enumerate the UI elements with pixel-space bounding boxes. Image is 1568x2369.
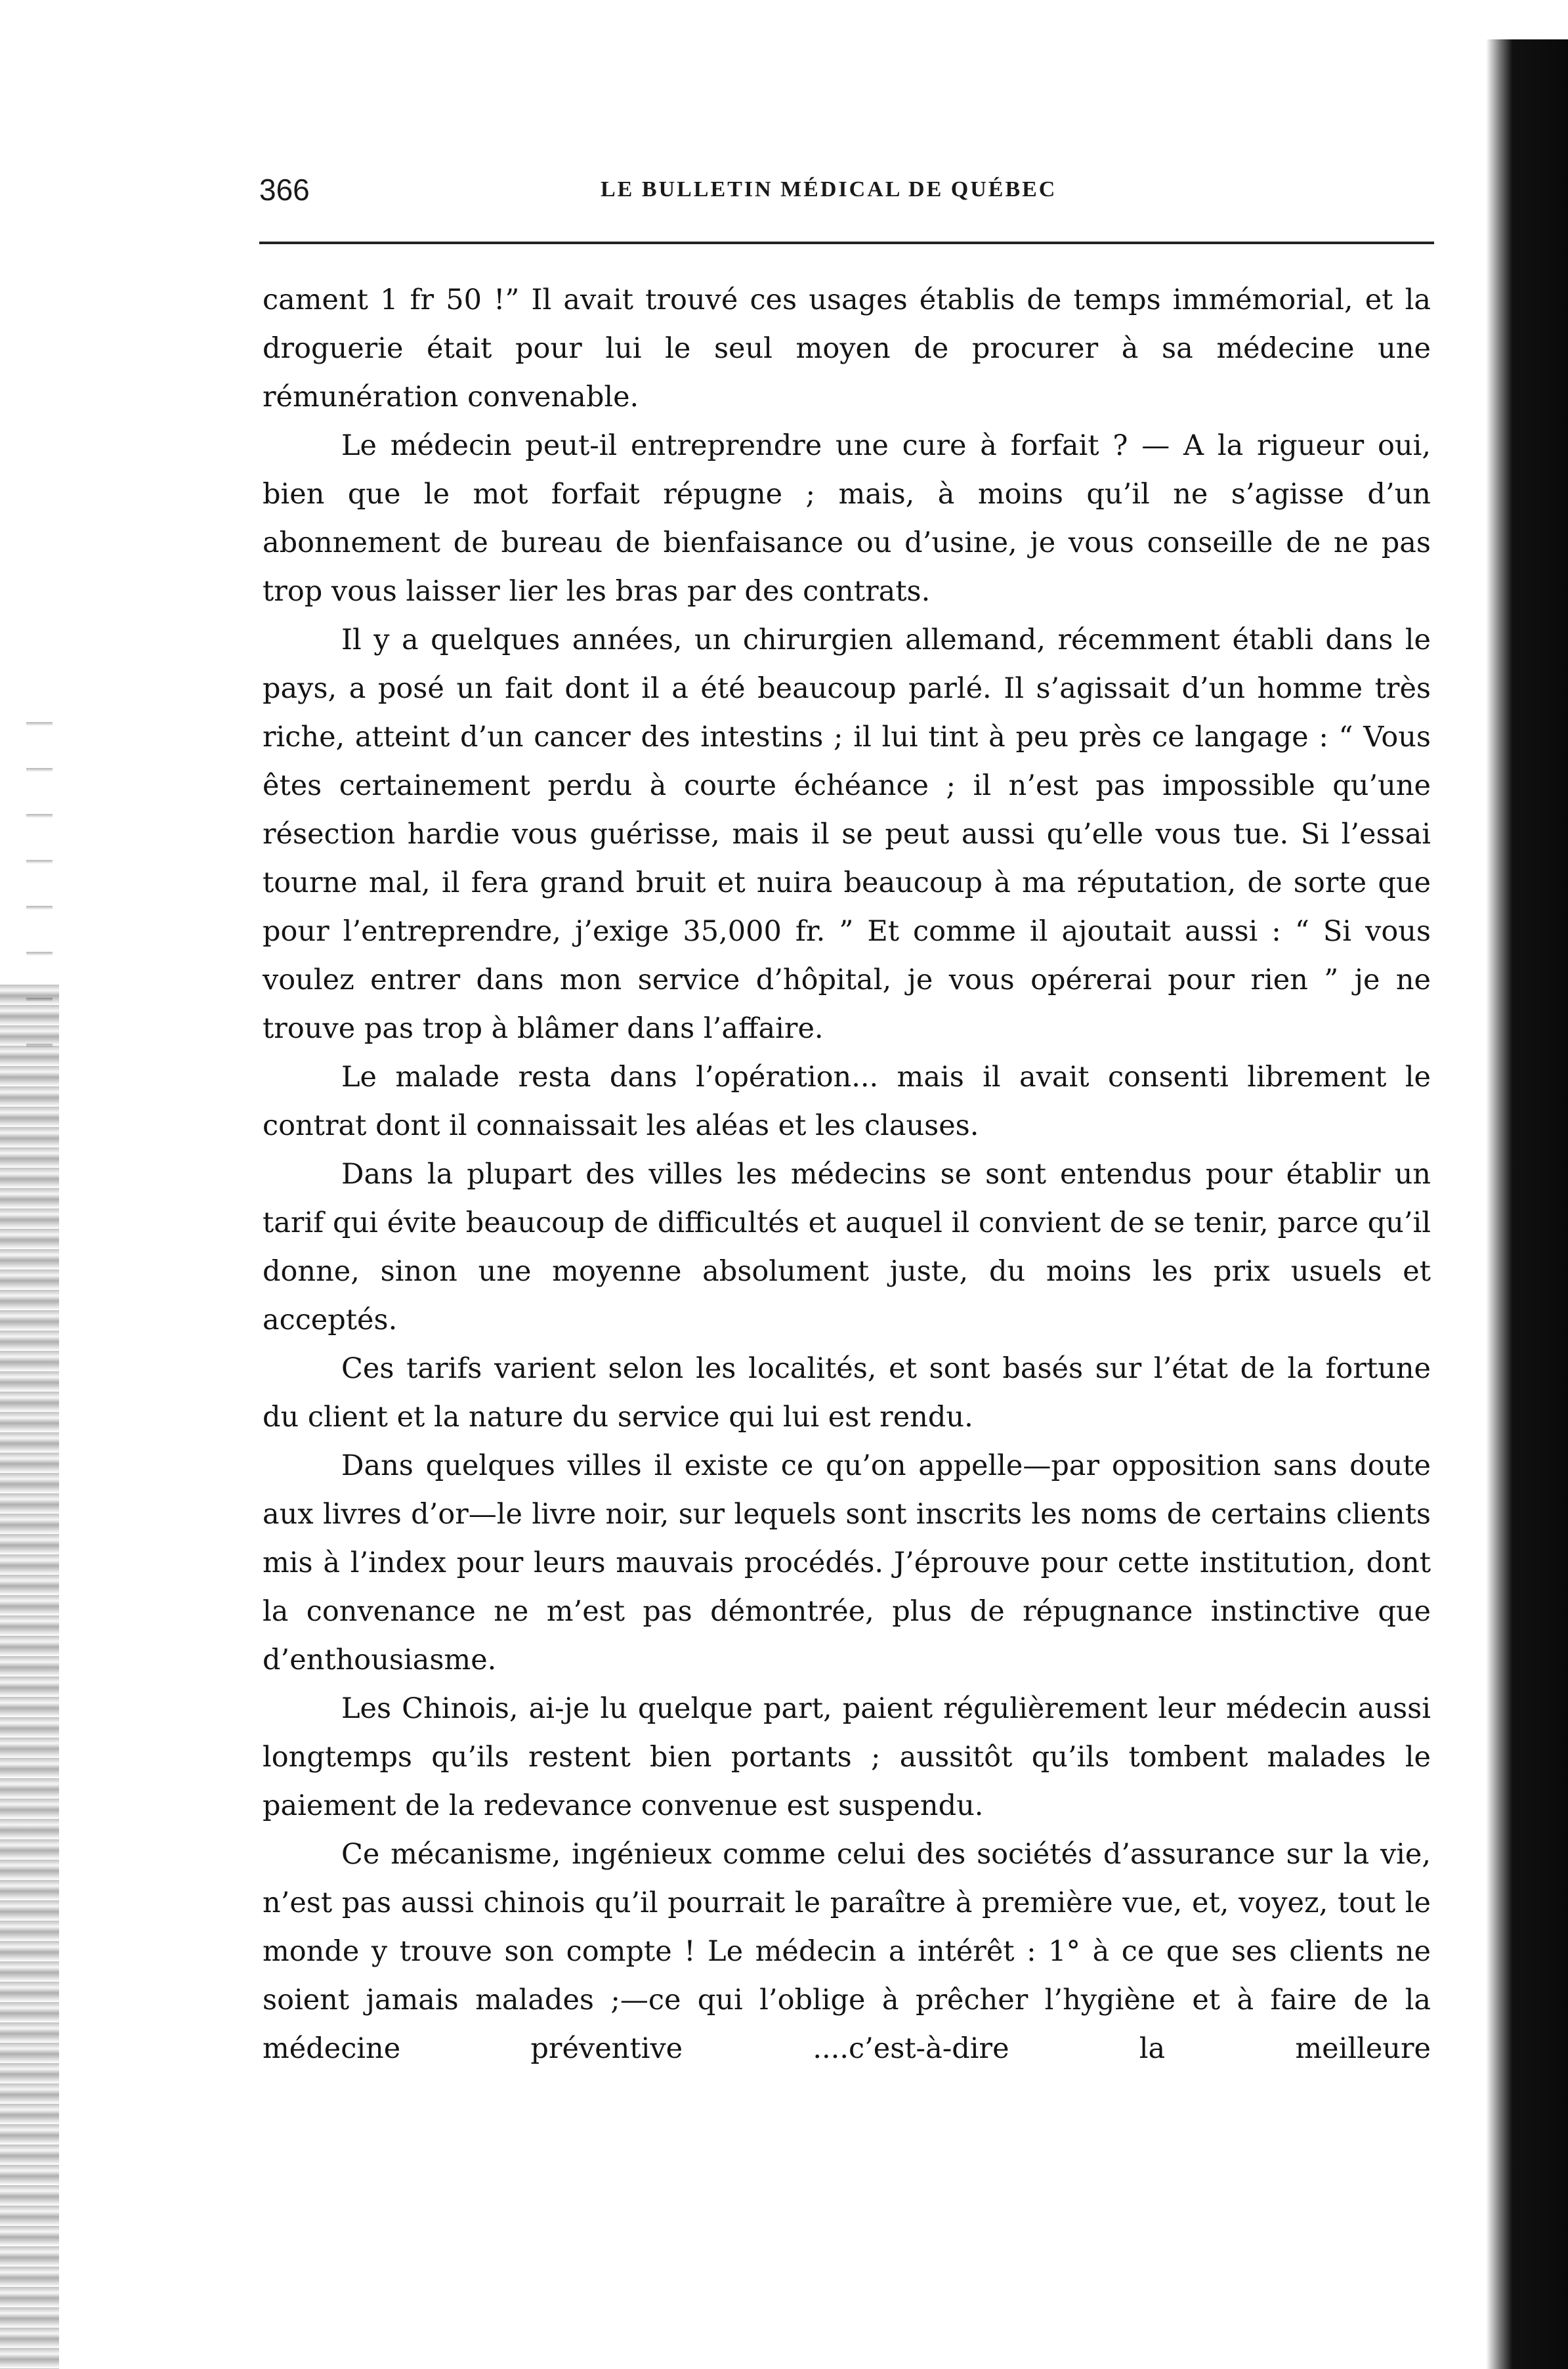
- journal-title: LE BULLETIN MÉDICAL DE QUÉBEC: [601, 177, 1057, 202]
- paragraph: Les Chinois, ai-je lu quelque part, paient régulièrement leur médecin aussi longtemps qu’ils restent bien portants ; aussitôt qu’ils tombent malades le paiement de la redevance convenue est suspendu.: [263, 1692, 1431, 1822]
- paragraph: Le médecin peut-il entreprendre une cure à forfait ? — A la rigueur oui, bien que le mot forfait répugne ; mais, à moins qu’il ne s’agisse d’un abonnement de bureau de bienfaisance ou d’usine, je vous conseille de ne pas trop vous laisser lier les bras par des contrats.: [263, 429, 1431, 608]
- paragraph: Il y a quelques années, un chirurgien allemand, récemment établi dans le pays, a posé un fait dont il a été beaucoup parlé. Il s’agissait d’un homme très riche, atteint d’un cancer des intestins ; il lui tint à peu près ce langage : “ Vous êtes certainement perdu à courte échéance ; il n’est pas impossible qu’une résection hardie vous guérisse, mais il se peut aussi qu’elle vous tue. Si l’essai tourne mal, il fera grand bruit et nuira beaucoup à ma réputation, de sorte que pour l’entreprendre, j’exige 35,000 fr. ” Et comme il ajoutait aussi : “ Si vous voulez entrer dans mon service d’hôpital, je vous opérerai pour rien ” je ne trouve pas trop à blâmer dans l’affaire.: [263, 624, 1431, 1045]
- paragraph: Dans la plupart des villes les médecins se sont entendus pour établir un tarif qui évite beaucoup de difficultés et auquel il convient de se tenir, parce qu’il donne, sinon une moyenne absolument juste, du moins les prix usuels et acceptés.: [263, 1158, 1431, 1336]
- paragraph: Ce mécanisme, ingénieux comme celui des sociétés d’assurance sur la vie, n’est pas aussi chinois qu’il pourrait le paraître à première vue, et, voyez, tout le monde y trouve son compte ! Le médecin a intérêt : 1° à ce que ses clients ne soient jamais malades ;—ce qui l’oblige à prêcher l’hygiène et à faire de la médecine préventive ....c’est-à-dire la meilleure: [263, 1838, 1431, 2065]
- running-header: [259, 172, 1428, 224]
- page-number: 366: [259, 173, 310, 207]
- article-body: [263, 276, 1431, 2073]
- paragraph: Ces tarifs varient selon les localités, et sont basés sur l’état de la fortune du client et la nature du service qui lui est rendu.: [263, 1352, 1431, 1434]
- scan-left-edge-speckle: [0, 985, 59, 2369]
- scan-left-edge-marks: [26, 722, 53, 1050]
- header-rule: [259, 242, 1434, 244]
- paragraph: Le malade resta dans l’opération... mais il avait consenti librement le contrat dont il connaissait les aléas et les clauses.: [263, 1061, 1431, 1142]
- scan-binding-edge: [1486, 39, 1568, 2369]
- paragraph: cament 1 fr 50 !” Il avait trouvé ces usages établis de temps immémorial, et la droguerie était pour lui le seul moyen de procurer à sa médecine une rémunération convenable.: [263, 284, 1431, 414]
- paragraph: Dans quelques villes il existe ce qu’on appelle—par opposition sans doute aux livres d’or—le livre noir, sur lequels sont inscrits les noms de certains clients mis à l’index pour leurs mauvais procédés. J’éprouve pour cette institution, dont la convenance ne m’est pas démontrée, plus de répugnance instinctive que d’enthousiasme.: [263, 1449, 1431, 1676]
